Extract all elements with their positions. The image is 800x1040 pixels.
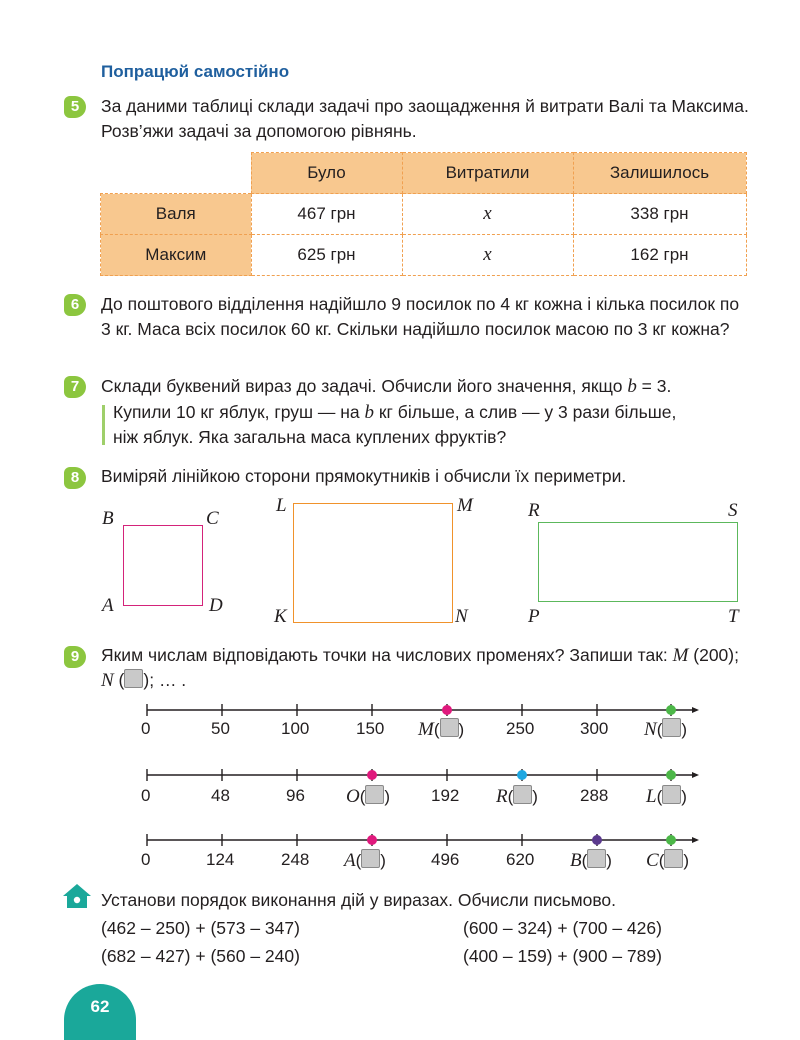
vertex-label: P [528, 606, 540, 627]
table-header-had: Було [251, 153, 402, 194]
expression: (682 – 427) + (560 – 240) [101, 946, 300, 966]
table-header-spent: Витратили [402, 153, 573, 194]
paren: ) [380, 851, 386, 870]
answer-box[interactable] [662, 718, 681, 737]
homework-text: Установи порядок виконання дій у виразах. Обчисли письмово. [101, 890, 617, 910]
point-letter: M [418, 719, 434, 740]
point-label-m [418, 718, 464, 741]
paren: ( [433, 720, 440, 739]
paren: ( [581, 851, 588, 870]
paren: ) [683, 851, 690, 870]
table-cell-had: 467 грн [251, 194, 402, 235]
point-letter: R [496, 786, 508, 807]
paren: ( [656, 787, 663, 806]
page-number: 62 [64, 984, 136, 1040]
example-var-n: N [101, 670, 114, 691]
task-8-text: Виміряй лінійкою сторони прямокутників і обчисли їх периметри. [101, 466, 627, 486]
point-m [442, 705, 452, 715]
paren: ( [355, 851, 362, 870]
task-7-q-a: Купили 10 кг яблук, груш — на [113, 402, 365, 422]
task-6-badge: 6 [64, 294, 86, 316]
example-open: ( [113, 670, 125, 690]
task-5-badge: 5 [64, 96, 86, 118]
task-7-text-b: = 3. [636, 376, 672, 396]
tick-label: 150 [356, 719, 385, 738]
task-7-var: b [627, 376, 637, 397]
tick-label: 300 [580, 719, 609, 738]
vertex-label: K [274, 606, 287, 627]
paren: ( [656, 720, 663, 739]
example-var-m: M [672, 645, 689, 666]
answer-box[interactable] [664, 849, 683, 868]
point-letter: B [570, 850, 582, 871]
answer-box[interactable] [587, 849, 606, 868]
expression: (462 – 250) + (573 – 347) [101, 918, 300, 938]
paren: ) [681, 787, 687, 806]
table-cell-left: 338 грн [573, 194, 746, 235]
answer-box[interactable] [440, 718, 459, 737]
paren: ) [458, 720, 465, 739]
point-label-l [646, 785, 687, 808]
point-label-c [646, 849, 689, 872]
point-letter: O [346, 786, 360, 807]
vertex-label: B [102, 508, 114, 529]
answer-box[interactable] [662, 785, 681, 804]
task-7-q-var: b [364, 402, 375, 423]
paren: ( [507, 787, 514, 806]
task-8-badge: 8 [64, 467, 86, 489]
point-r [517, 770, 527, 780]
ray-arrow [692, 772, 699, 778]
tick-label: 620 [506, 850, 535, 869]
point-letter: C [646, 850, 659, 871]
expression: (400 – 159) + (900 – 789) [463, 946, 662, 966]
example-close: ); … . [143, 670, 187, 690]
vertex-label: S [728, 500, 738, 521]
ray-arrow [692, 707, 699, 713]
tick-label: 96 [286, 786, 305, 805]
paren: ) [384, 787, 391, 806]
point-l [666, 770, 676, 780]
point-a [367, 835, 377, 845]
tick-label: 0 [141, 719, 151, 738]
paren: ) [606, 851, 612, 870]
point-label-o [346, 785, 390, 808]
task-7-problem-line2: ніж яблук. Яка загальна маса куплених фруктів? [113, 427, 507, 447]
tick-label: 192 [431, 786, 460, 805]
example-val-m: (200); [688, 645, 739, 665]
task-6-text: До поштового відділення надійшло 9 посилок по 4 кг кожна і кілька посилок по 3 кг. Маса всіх посилок 60 кг. Скільки надійшло посилок масою по 3 кг кожна? [101, 294, 740, 339]
section-heading: Попрацюй самостійно [101, 62, 290, 81]
point-label-n [644, 718, 687, 741]
point-letter: A [344, 850, 356, 871]
point-n [666, 705, 676, 715]
point-letter: N [644, 719, 657, 740]
table-row-name: Валя [101, 194, 252, 235]
ray-arrow [692, 837, 699, 843]
paren: ( [658, 851, 665, 870]
point-label-a [344, 849, 386, 872]
table-cell-left: 162 грн [573, 235, 746, 276]
house-icon [62, 883, 92, 909]
tick-label: 100 [281, 719, 310, 738]
table-cell-spent: x [402, 194, 573, 235]
vertex-label: D [209, 595, 223, 616]
answer-box[interactable] [513, 785, 532, 804]
vertex-label: N [455, 606, 468, 627]
table-cell-spent: x [402, 235, 573, 276]
answer-box[interactable] [361, 849, 380, 868]
expression: (600 – 324) + (700 – 426) [463, 918, 662, 938]
paren: ( [359, 787, 366, 806]
table-row-name: Максим [101, 235, 252, 276]
table-cell-had: 625 грн [251, 235, 402, 276]
point-c [666, 835, 676, 845]
task-7-q-b: кг більше, а слив — у 3 рази більше, [374, 402, 677, 422]
point-label-r [496, 785, 538, 808]
tick-label: 288 [580, 786, 609, 805]
paren: ) [681, 720, 688, 739]
paren: ) [532, 787, 538, 806]
point-b [592, 835, 602, 845]
point-letter: L [646, 786, 657, 807]
tick-label: 0 [141, 786, 151, 805]
tick-label: 496 [431, 850, 460, 869]
table-header-left: Залишилось [573, 153, 746, 194]
task-7-badge: 7 [64, 376, 86, 398]
tick-label: 0 [141, 850, 151, 869]
tick-label: 50 [211, 719, 230, 738]
tick-label: 48 [211, 786, 230, 805]
vertex-label: L [276, 495, 287, 516]
vertex-label: R [528, 500, 540, 521]
tick-label: 248 [281, 850, 310, 869]
point-label-b [570, 849, 612, 872]
task-9-badge: 9 [64, 646, 86, 668]
answer-box[interactable] [365, 785, 384, 804]
tick-label: 250 [506, 719, 535, 738]
point-o [367, 770, 377, 780]
vertex-label: C [206, 508, 219, 529]
vertex-label: T [728, 606, 739, 627]
task-7-text-a: Склади буквений вираз до задачі. Обчисли його значення, якщо [101, 376, 628, 396]
task-9-text-a: Яким числам відповідають точки на числових променях? Запиши так: [101, 645, 673, 665]
task-5-text: За даними таблиці склади задачі про заощадження й витрати Валі та Максима. Розв’яжи задачі за допомогою рівнянь. [101, 96, 749, 141]
vertex-label: M [457, 495, 473, 516]
tick-label: 124 [206, 850, 235, 869]
vertex-label: A [102, 595, 114, 616]
